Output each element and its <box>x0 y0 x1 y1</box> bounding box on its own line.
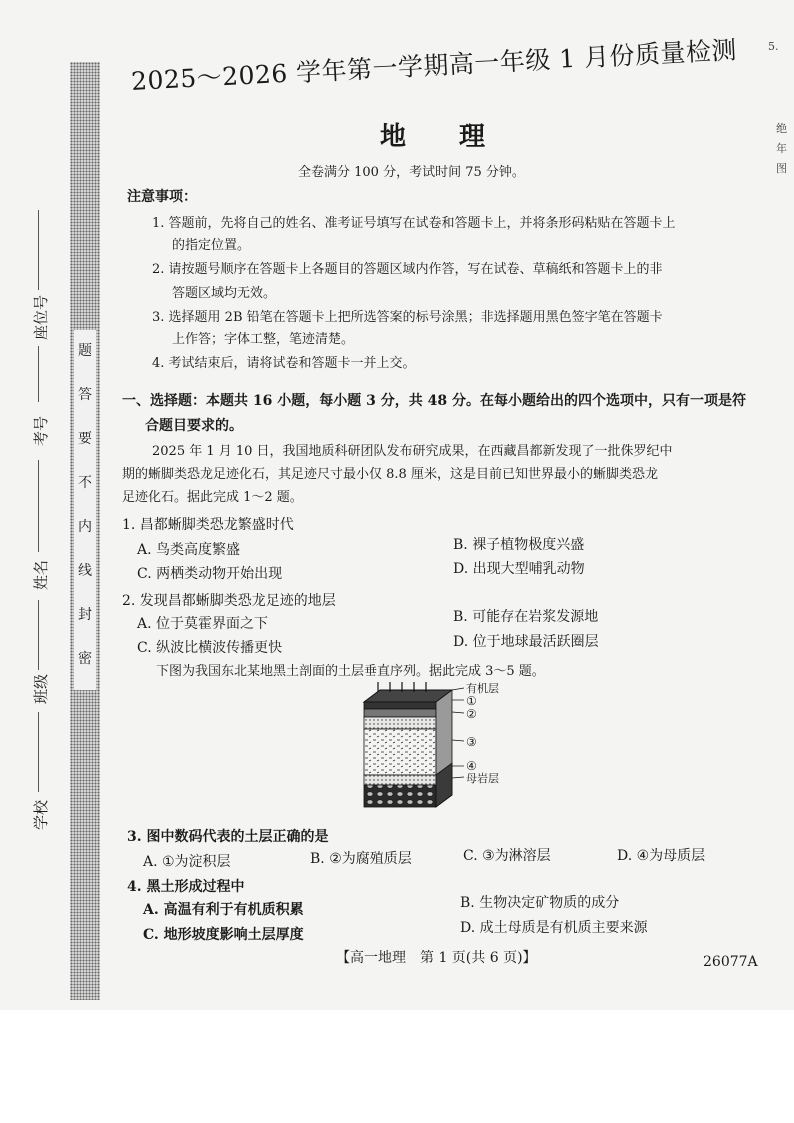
q3-option-a: A. ①为淀积层 <box>143 854 231 870</box>
field-line <box>38 460 39 552</box>
field-name-label: 姓名 <box>32 559 50 590</box>
q4-option-a: A. 高温有利于有机质积累 <box>143 902 304 918</box>
figure-label-bedrock: 母岩层 <box>466 772 499 785</box>
q3-option-c: C. ③为淋溶层 <box>463 848 551 864</box>
seal-char: 答 <box>78 387 92 403</box>
figure-label-1: ① <box>466 694 477 708</box>
note-item: 2. 请按题号顺序在答题卡上各题目的答题区域内作答，写在试卷、草稿纸和答题卡上的非 <box>152 262 663 277</box>
q3-option-b: B. ②为腐殖质层 <box>310 851 412 867</box>
note-item: 4. 考试结束后，请将试卷和答题卡一并上交。 <box>152 356 416 371</box>
seal-char: 不 <box>78 475 92 491</box>
subject-title: 地 理 <box>380 122 508 152</box>
field-line <box>38 346 39 402</box>
note-item: 3. 选择题用 2B 铅笔在答题卡上把所选答案的标号涂黑；非选择题用黑色签字笔在答题卡 <box>152 310 663 325</box>
q1-option-c: C. 两栖类动物开始出现 <box>137 566 283 582</box>
exam-code: 26077A <box>703 954 758 970</box>
field-line <box>38 600 39 670</box>
field-examno-label: 考号 <box>32 415 50 446</box>
seal-char: 内 <box>78 519 92 535</box>
edge-text: 年 <box>776 142 787 155</box>
q2-option-b: B. 可能存在岩浆发源地 <box>453 609 599 625</box>
figure-label-3: ③ <box>466 735 477 749</box>
note-item: 上作答；字体工整，笔迹清楚。 <box>172 332 355 347</box>
q2-option-c: C. 纵波比横波传播更快 <box>137 640 283 656</box>
field-school-label: 学校 <box>32 799 50 830</box>
note-item: 答题区域均无效。 <box>172 286 277 301</box>
q1-option-d: D. 出现大型哺乳动物 <box>453 561 585 577</box>
q3-option-d: D. ④为母质层 <box>617 848 706 864</box>
seal-char: 密 <box>78 651 92 667</box>
question-2-stem: 2. 发现昌都蜥脚类恐龙足迹的地层 <box>122 593 336 609</box>
notes-heading: 注意事项： <box>127 189 197 205</box>
seal-char: 要 <box>78 431 92 447</box>
soil-profile-figure <box>356 678 516 818</box>
edge-text: 绝 <box>776 122 787 135</box>
q1-option-b: B. 裸子植物极度兴盛 <box>453 537 585 553</box>
figure-label-organic: 有机层 <box>466 682 499 695</box>
edge-text: 图 <box>776 162 787 175</box>
passage-line: 足迹化石。据此完成 1～2 题。 <box>122 490 303 505</box>
q2-option-a: A. 位于莫霍界面之下 <box>137 616 269 632</box>
note-item: 的指定位置。 <box>172 238 251 253</box>
seal-char: 题 <box>78 343 92 359</box>
section-heading-cont: 合题目要求的。 <box>145 418 243 434</box>
question-1-stem: 1. 昌都蜥脚类恐龙繁盛时代 <box>122 517 294 533</box>
figure-label-2: ② <box>466 707 477 721</box>
question-4-stem: 4. 黑土形成过程中 <box>127 879 245 895</box>
page-footer: 【高一地理 第 1 页(共 6 页)】 <box>336 950 537 966</box>
q2-option-d: D. 位于地球最活跃圈层 <box>453 634 599 650</box>
field-line <box>38 210 39 290</box>
q4-option-c: C. 地形坡度影响土层厚度 <box>143 927 304 943</box>
section-heading: 一、选择题：本题共 16 小题，每小题 3 分，共 48 分。在每小题给出的四个选项中，只有一项是符 <box>122 393 746 409</box>
field-seat-label: 座位号 <box>32 294 50 340</box>
note-item: 1. 答题前，先将自己的姓名、准考证号填写在试卷和答题卡上，并将条形码粘贴在答题卡上 <box>152 216 676 231</box>
question-3-stem: 3. 图中数码代表的土层正确的是 <box>127 829 329 845</box>
q4-option-b: B. 生物决定矿物质的成分 <box>460 895 620 911</box>
figure-label-4: ④ <box>466 759 477 773</box>
passage-line: 2025 年 1 月 10 日，我国地质科研团队发布研究成果，在西藏昌都新发现了一批侏罗纪中 <box>152 444 673 459</box>
score-info: 全卷满分 100 分，考试时间 75 分钟。 <box>298 165 525 180</box>
q4-option-d: D. 成土母质是有机质主要来源 <box>460 920 648 936</box>
passage-2: 下图为我国东北某地黑土剖面的土层垂直序列。据此完成 3～5 题。 <box>156 664 545 679</box>
field-line <box>38 712 39 792</box>
exam-title: 2025～2026 学年第一学期高一年级 1 月份质量检测 <box>130 35 738 97</box>
seal-char: 封 <box>78 607 92 623</box>
edge-text: 5. <box>768 40 779 53</box>
passage-line: 期的蜥脚类恐龙足迹化石，其足迹尺寸最小仅 8.8 厘米，这是目前已知世界最小的蜥脚类恐龙 <box>122 467 658 482</box>
seal-char: 线 <box>78 563 92 579</box>
q1-option-a: A. 鸟类高度繁盛 <box>137 542 241 558</box>
field-class-label: 班级 <box>32 673 50 704</box>
